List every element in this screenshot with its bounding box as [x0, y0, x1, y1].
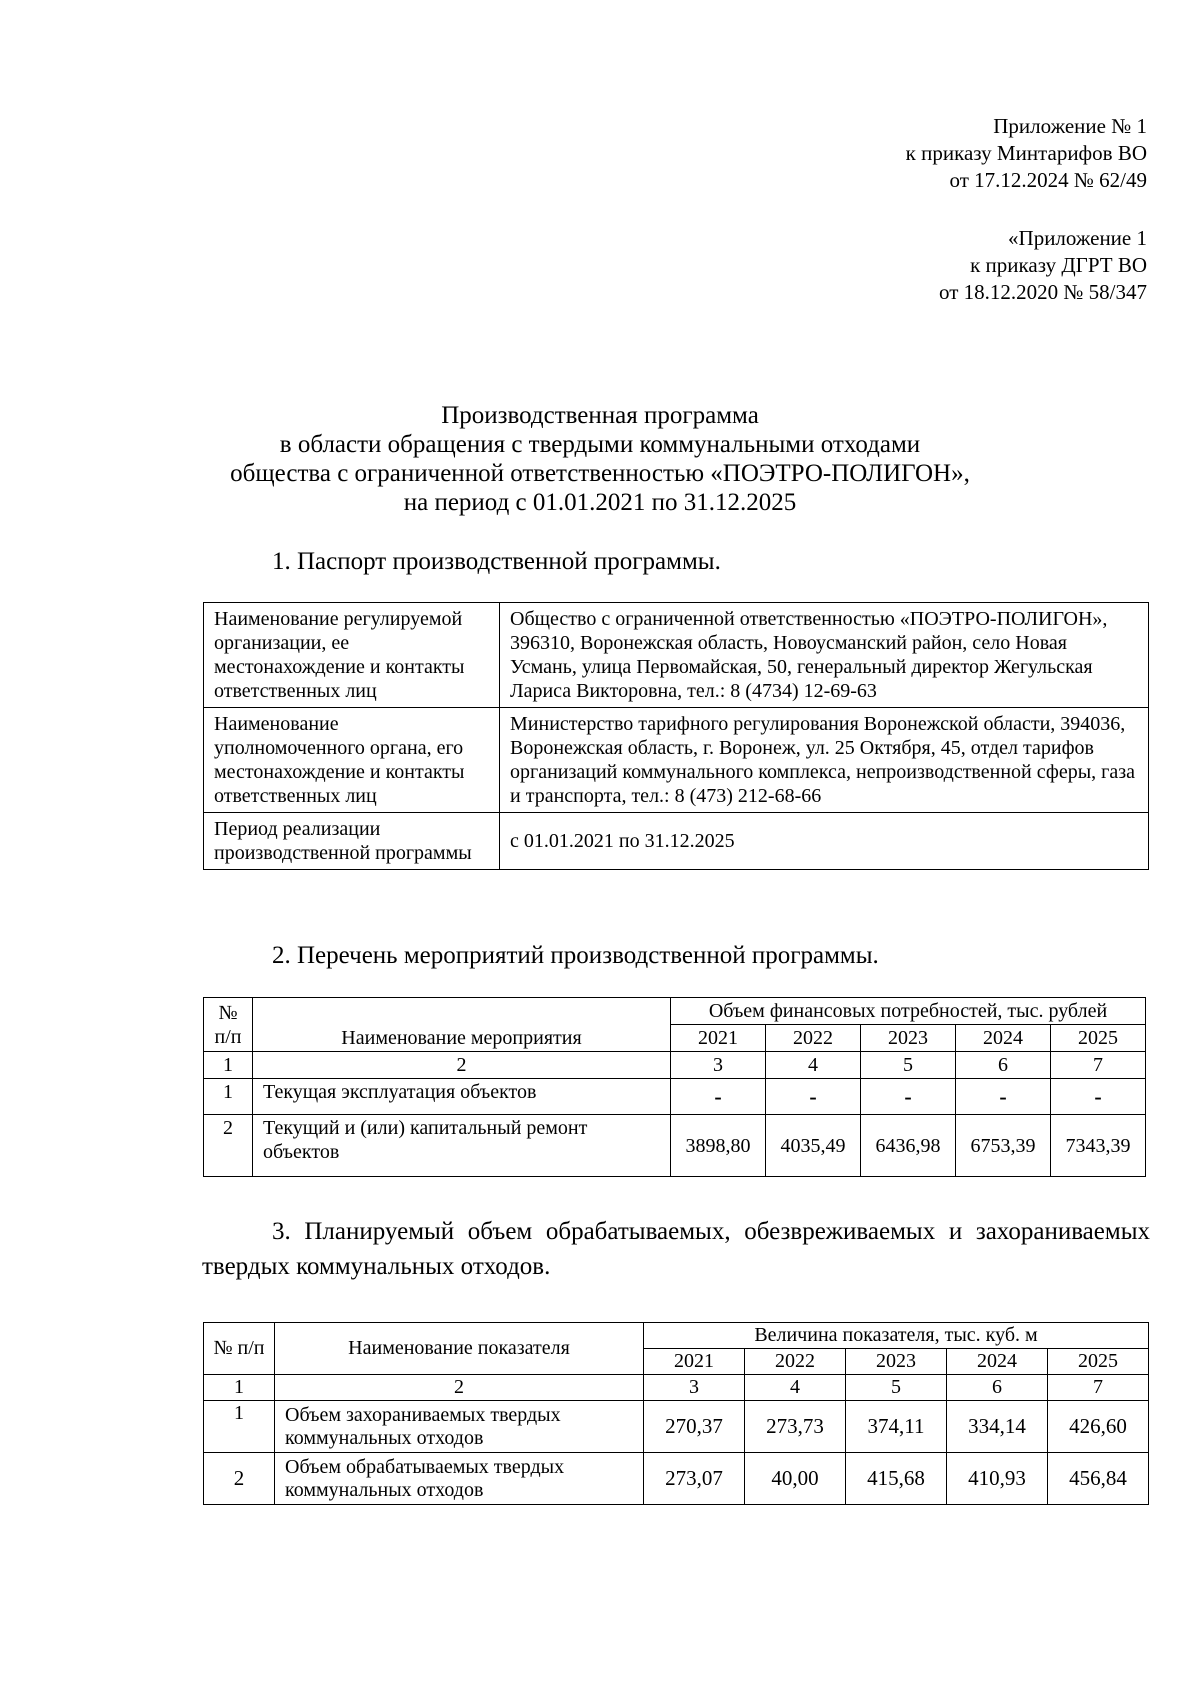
col-header-year: 2023 [861, 1025, 956, 1052]
passport-value: Министерство тарифного регулирования Воронежской области, 394036, Воронежская область, г. Воронеж, ул. 25 Октября, 45, отдел тарифов организаций коммунального комплекса, непроизводственной сферы, газа и транспорта, тел.: 8 (473) 212-68-66 [500, 708, 1149, 813]
passport-label: Период реализации производственной программы [204, 813, 500, 870]
col-header-name: Наименование мероприятия [253, 998, 671, 1052]
passport-label: Наименование регулируемой организации, ее местонахождение и контакты ответственных лиц [204, 603, 500, 708]
appendix-header-original [939, 225, 1147, 306]
row-name: Текущая эксплуатация объектов [253, 1079, 671, 1115]
row-name: Объем захораниваемых твердых коммунальных отходов [275, 1401, 644, 1453]
table-index-row [204, 1375, 1149, 1401]
col-header-year: 2025 [1048, 1349, 1149, 1375]
col-header-year: 2022 [745, 1349, 846, 1375]
col-header-number: № п/п [204, 998, 253, 1052]
value-cell: - [1051, 1079, 1146, 1115]
value-cell: 334,14 [947, 1401, 1048, 1453]
title-line: общества с ограниченной ответственностью «ПОЭТРО-ПОЛИГОН», [230, 460, 970, 487]
table-header-row [204, 1323, 1149, 1349]
index-cell: 1 [204, 1052, 253, 1079]
table-index-row [204, 1052, 1146, 1079]
title-line: на период с 01.01.2021 по 31.12.2025 [403, 489, 797, 516]
section-2-heading: 2. Перечень мероприятий производственной программы. [272, 942, 879, 969]
table-header-row [204, 998, 1146, 1025]
value-cell: - [956, 1079, 1051, 1115]
passport-label: Наименование уполномоченного органа, его местонахождение и контакты ответственных лиц [204, 708, 500, 813]
appendix-line: от 17.12.2024 № 62/49 [949, 168, 1147, 192]
appendix-line: к приказу ДГРТ ВО [970, 253, 1147, 277]
row-number: 2 [204, 1453, 275, 1505]
row-name: Объем обрабатываемых твердых коммунальных отходов [275, 1453, 644, 1505]
title-line: в области обращения с твердыми коммунальными отходами [279, 431, 921, 458]
title-line: Производственная программа [441, 402, 759, 429]
index-cell: 6 [956, 1052, 1051, 1079]
value-cell: - [861, 1079, 956, 1115]
section-3-heading: 3. Планируемый объем обрабатываемых, обезвреживаемых и захораниваемых твердых коммунальных отходов. [202, 1218, 1150, 1280]
col-header-group: Величина показателя, тыс. куб. м [644, 1323, 1149, 1349]
events-table [203, 997, 1146, 1177]
value-cell: 3898,80 [671, 1115, 766, 1177]
table-row [204, 1079, 1146, 1115]
index-cell: 3 [671, 1052, 766, 1079]
value-cell: 270,37 [644, 1401, 745, 1453]
value-cell: 40,00 [745, 1453, 846, 1505]
index-cell: 5 [846, 1375, 947, 1401]
volume-table [203, 1322, 1149, 1505]
value-cell: 273,73 [745, 1401, 846, 1453]
document-title [0, 401, 1200, 517]
value-cell: 4035,49 [766, 1115, 861, 1177]
value-cell: 415,68 [846, 1453, 947, 1505]
value-cell: 410,93 [947, 1453, 1048, 1505]
value-cell: - [766, 1079, 861, 1115]
appendix-line: Приложение № 1 [993, 114, 1147, 138]
index-cell: 1 [204, 1375, 275, 1401]
col-header-year: 2025 [1051, 1025, 1146, 1052]
table-row [204, 603, 1149, 708]
passport-table [203, 602, 1149, 870]
col-header-year: 2022 [766, 1025, 861, 1052]
appendix-header-current [906, 113, 1147, 194]
index-cell: 2 [275, 1375, 644, 1401]
col-header-year: 2024 [947, 1349, 1048, 1375]
passport-value: Общество с ограниченной ответственностью «ПОЭТРО-ПОЛИГОН», 396310, Воронежская область, Новоусманский район, село Новая Усмань, улица Первомайская, 50, генеральный директор Жегульская Лариса Викторовна, тел.: 8 (4734) 12-69-63 [500, 603, 1149, 708]
section-1-heading: 1. Паспорт производственной программы. [272, 548, 721, 575]
col-header-year: 2024 [956, 1025, 1051, 1052]
row-number: 1 [204, 1401, 275, 1453]
col-header-year: 2021 [671, 1025, 766, 1052]
row-number: 1 [204, 1079, 253, 1115]
passport-value: с 01.01.2021 по 31.12.2025 [500, 813, 1149, 870]
table-row [204, 1401, 1149, 1453]
index-cell: 5 [861, 1052, 956, 1079]
col-header-year: 2021 [644, 1349, 745, 1375]
row-name: Текущий и (или) капитальный ремонт объектов [253, 1115, 671, 1177]
value-cell: 6436,98 [861, 1115, 956, 1177]
value-cell: 273,07 [644, 1453, 745, 1505]
index-cell: 2 [253, 1052, 671, 1079]
col-header-name: Наименование показателя [275, 1323, 644, 1375]
value-cell: 456,84 [1048, 1453, 1149, 1505]
table-row [204, 813, 1149, 870]
value-cell: 7343,39 [1051, 1115, 1146, 1177]
appendix-line: «Приложение 1 [1008, 226, 1147, 250]
value-cell: - [671, 1079, 766, 1115]
value-cell: 426,60 [1048, 1401, 1149, 1453]
row-number: 2 [204, 1115, 253, 1177]
table-row [204, 708, 1149, 813]
index-cell: 7 [1051, 1052, 1146, 1079]
table-row [204, 1115, 1146, 1177]
index-cell: 3 [644, 1375, 745, 1401]
value-cell: 374,11 [846, 1401, 947, 1453]
index-cell: 7 [1048, 1375, 1149, 1401]
index-cell: 4 [766, 1052, 861, 1079]
col-header-group: Объем финансовых потребностей, тыс. рублей [671, 998, 1146, 1025]
col-header-year: 2023 [846, 1349, 947, 1375]
table-row [204, 1453, 1149, 1505]
col-header-number: № п/п [204, 1323, 275, 1375]
value-cell: 6753,39 [956, 1115, 1051, 1177]
appendix-line: от 18.12.2020 № 58/347 [938, 280, 1147, 304]
appendix-line: к приказу Минтарифов ВО [905, 141, 1147, 165]
index-cell: 4 [745, 1375, 846, 1401]
index-cell: 6 [947, 1375, 1048, 1401]
